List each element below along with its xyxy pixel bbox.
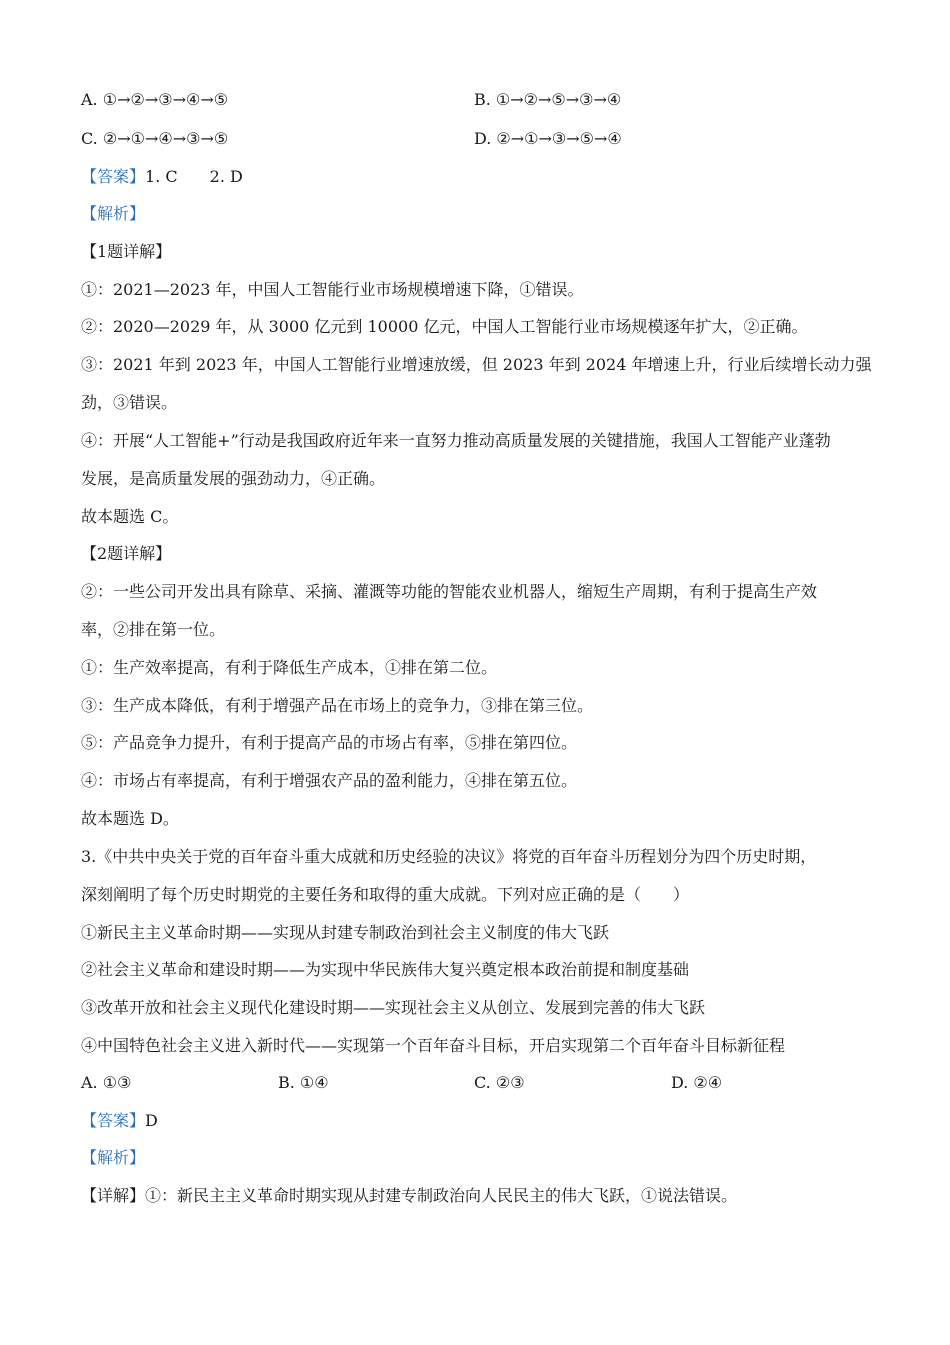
- answer-tag: 【答案】: [81, 167, 146, 186]
- q3-option-b: B. ①④: [278, 1073, 329, 1092]
- detail1-conclusion: 故本题选 C。: [81, 507, 179, 526]
- option-c: C. ②→①→④→③→⑤: [81, 129, 229, 148]
- detail2-line: ④：市场占有率提高，有利于增强农产品的盈利能力，④排在第五位。: [81, 771, 578, 790]
- answer-line-1: [81, 165, 890, 189]
- detail1-line: 发展，是高质量发展的强劲动力，④正确。: [81, 469, 386, 488]
- detail1-line: ②：2020—2029 年，从 3000 亿元到 10000 亿元，中国人工智能行业市场规模逐年扩大，②正确。: [81, 317, 808, 336]
- q3-detail-tag: 【详解】: [81, 1186, 146, 1205]
- detail1-line: ③：2021 年到 2023 年，中国人工智能行业增速放缓，但 2023 年到 2024 年增速上升，行业后续增长动力强: [81, 355, 872, 374]
- detail1-line: 劲，③错误。: [81, 393, 178, 412]
- detail1-header: 【1题详解】: [81, 242, 172, 261]
- question3-item: ④中国特色社会主义进入新时代——实现第一个百年奋斗目标，开启实现第二个百年奋斗目标新征程: [81, 1036, 786, 1055]
- detail1-line: ④：开展“人工智能+”行动是我国政府近年来一直努力推动高质量发展的关键措施，我国人工智能产业蓬勃: [81, 431, 831, 450]
- q3-option-d: D. ②④: [671, 1073, 723, 1092]
- q3-option-a: A. ①③: [81, 1073, 132, 1092]
- q3-detail-line: [81, 1184, 890, 1208]
- option-d: D. ②→①→③→⑤→④: [474, 129, 622, 148]
- analysis-tag-1: 【解析】: [81, 204, 146, 223]
- question3-stem: 3.《中共中央关于党的百年奋斗重大成就和历史经验的决议》将党的百年奋斗历程划分为四个历史时期，: [81, 847, 817, 866]
- detail2-line: ②：一些公司开发出具有除草、采摘、灌溉等功能的智能农业机器人，缩短生产周期，有利于提高生产效: [81, 582, 818, 601]
- question3-item: ①新民主主义革命时期——实现从封建专制政治到社会主义制度的伟大飞跃: [81, 923, 610, 942]
- q3-analysis-tag: 【解析】: [81, 1148, 146, 1167]
- option-a: A. ①→②→③→④→⑤: [81, 90, 229, 109]
- detail2-conclusion: 故本题选 D。: [81, 809, 179, 828]
- detail2-header: 【2题详解】: [81, 544, 172, 563]
- q3-answer-tag: 【答案】: [81, 1111, 146, 1130]
- q3-option-c: C. ②③: [474, 1073, 525, 1092]
- detail2-line: ③：生产成本降低，有利于增强产品在市场上的竞争力，③排在第三位。: [81, 696, 594, 715]
- q3-answer-line: [81, 1109, 890, 1133]
- question3-item: ②社会主义革命和建设时期——为实现中华民族伟大复兴奠定根本政治前提和制度基础: [81, 960, 690, 979]
- answer-text: 1. C 2. D: [145, 167, 243, 186]
- option-b: B. ①→②→⑤→③→④: [474, 90, 622, 109]
- detail2-line: ⑤：产品竞争力提升，有利于提高产品的市场占有率，⑤排在第四位。: [81, 733, 578, 752]
- q3-detail-text: ①：新民主主义革命时期实现从封建专制政治向人民民主的伟大飞跃，①说法错误。: [145, 1186, 738, 1205]
- q3-answer: D: [145, 1111, 158, 1130]
- detail2-line: ①：生产效率提高，有利于降低生产成本，①排在第二位。: [81, 658, 498, 677]
- question3-item: ③改革开放和社会主义现代化建设时期——实现社会主义从创立、发展到完善的伟大飞跃: [81, 998, 706, 1017]
- detail1-line: ①：2021—2023 年，中国人工智能行业市场规模增速下降，①错误。: [81, 280, 584, 299]
- detail2-line: 率，②排在第一位。: [81, 620, 226, 639]
- question3-stem: 深刻阐明了每个历史时期党的主要任务和取得的重大成就。下列对应正确的是（ ）: [81, 885, 690, 904]
